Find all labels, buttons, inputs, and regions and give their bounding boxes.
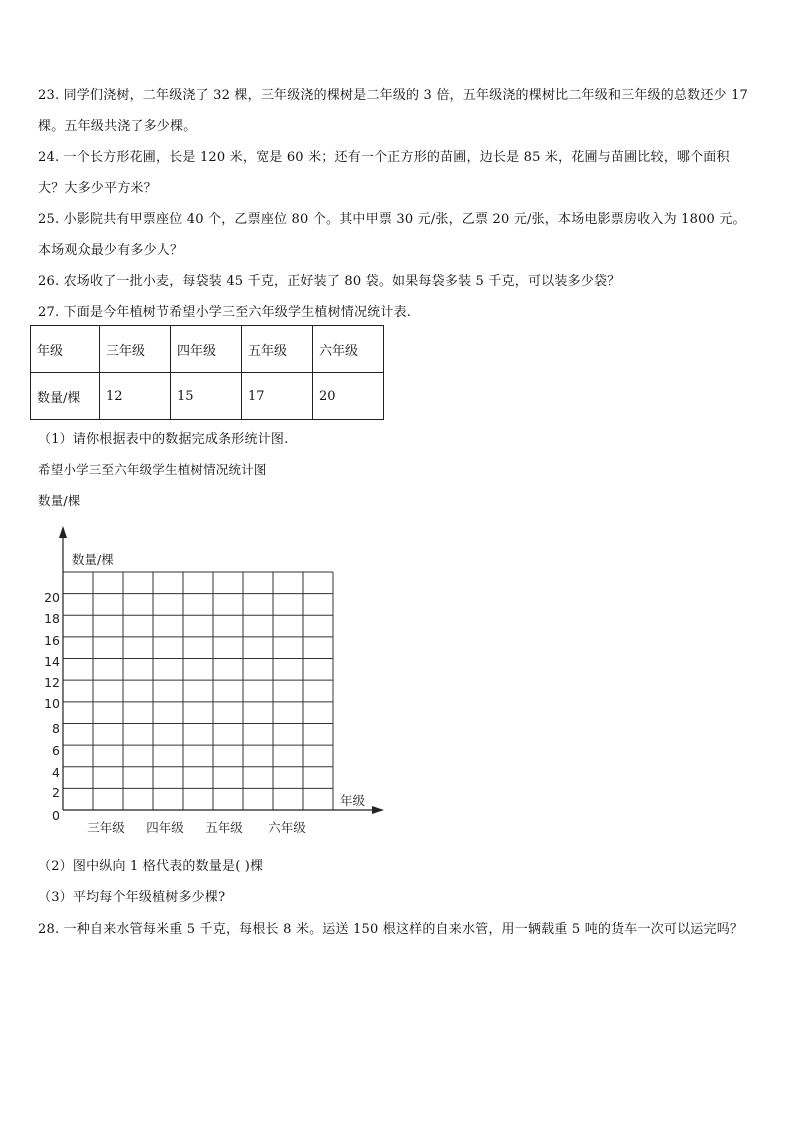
table-header-cell: 五年级 (242, 326, 313, 373)
y-tick-label: 0 (52, 808, 60, 823)
y-tick-label: 12 (44, 675, 60, 690)
table-header-cell: 六年级 (313, 326, 384, 373)
question-27-part-3: （3）平均每个年级植树多少棵? (38, 890, 226, 905)
x-category-label: 三年级 (87, 820, 125, 835)
question-26: 26. 农场收了一批小麦，每袋装 45 千克，正好装了 80 袋。如果每袋多装 5 千克，可以装多少袋？ (38, 274, 621, 289)
question-23-line-2: 棵。五年级共浇了多少棵。 (38, 119, 197, 134)
question-24-line-1: 24. 一个长方形花圃，长是 120 米，宽是 60 米；还有一个正方形的苗圃，边长是 85 米，花圃与苗圃比较，哪个面积 (38, 150, 730, 165)
table-cell: 15 (171, 373, 242, 420)
question-27-part-2: （2）图中纵向 1 格代表的数量是( )棵 (38, 859, 264, 874)
table-cell: 数量/棵 (31, 373, 100, 420)
y-tick-label: 2 (52, 785, 60, 800)
table-header-cell: 年级 (31, 326, 100, 373)
y-tick-label: 14 (44, 654, 60, 669)
question-25-line-1: 25. 小影院共有甲票座位 40 个，乙票座位 80 个。其中甲票 30 元/张，乙票 20 元/张，本场电影票房收入为 1800 元。 (38, 212, 746, 227)
question-24-line-2: 大？大多少平方米？ (38, 181, 157, 196)
table-header-cell: 三年级 (100, 326, 171, 373)
y-tick-label: 4 (52, 765, 60, 780)
question-23-line-1: 23. 同学们浇树，二年级浇了 32 棵，三年级浇的棵树是二年级的 3 倍，五年级浇的棵树比二年级和三年级的总数还少 17 (38, 88, 749, 103)
x-category-label: 四年级 (146, 820, 184, 835)
x-category-label: 五年级 (205, 820, 243, 835)
x-category-label: 六年级 (268, 820, 306, 835)
y-axis-label: 数量/棵 (72, 552, 114, 567)
question-28: 28. 一种自来水管每米重 5 千克，每根长 8 米。运送 150 根这样的自来水管，用一辆载重 5 吨的货车一次可以运完吗？ (38, 922, 744, 937)
x-axis-label: 年级 (340, 793, 366, 808)
y-tick-label: 8 (52, 721, 60, 736)
table-cell: 17 (242, 373, 313, 420)
table-cell: 12 (100, 373, 171, 420)
y-tick-label: 6 (52, 743, 60, 758)
question-27-intro: 27. 下面是今年植树节希望小学三至六年级学生植树情况统计表. (38, 305, 412, 320)
x-axis-arrow-icon (372, 806, 384, 814)
table-header-cell: 四年级 (171, 326, 242, 373)
y-axis-arrow-icon (59, 526, 67, 538)
chart-y-caption: 数量/棵 (38, 493, 81, 508)
y-tick-label: 18 (44, 611, 60, 626)
question-27-part-1: （1）请你根据表中的数据完成条形统计图. (38, 432, 289, 447)
y-tick-label: 16 (44, 633, 60, 648)
chart-title: 希望小学三至六年级学生植树情况统计图 (38, 462, 267, 477)
y-tick-label: 20 (44, 590, 60, 605)
y-tick-label: 10 (44, 696, 60, 711)
question-25-line-2: 本场观众最少有多少人？ (38, 243, 184, 258)
table-cell: 20 (313, 373, 384, 420)
